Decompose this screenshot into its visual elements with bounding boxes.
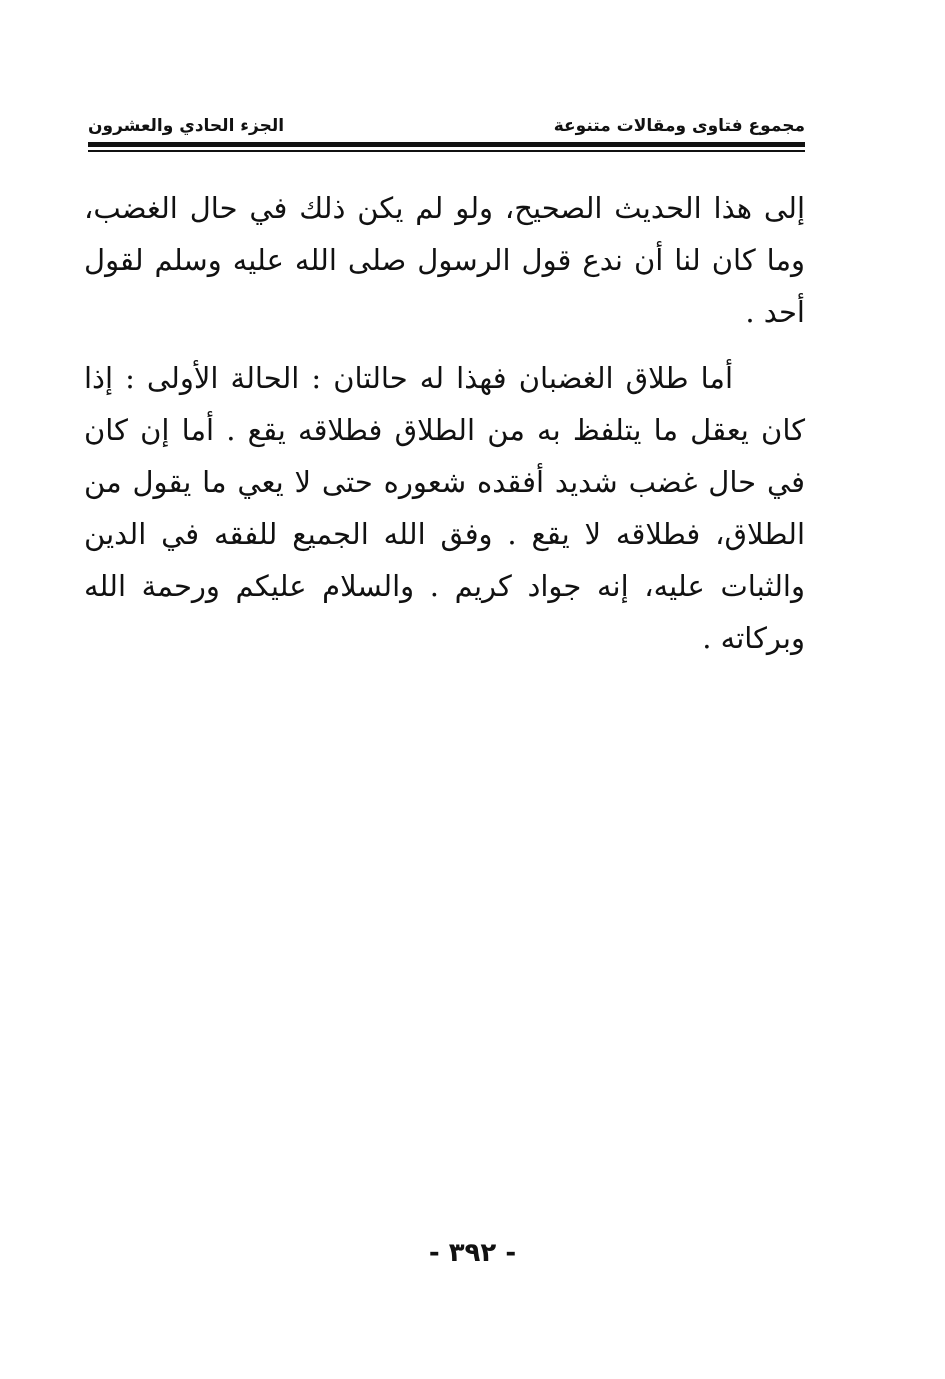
page-body [84, 182, 805, 664]
book-title: مجموع فتاوى ومقالات متنوعة [553, 116, 805, 136]
paragraph-2: أما طلاق الغضبان فهذا له حالتان : الحالة الأولى : إذا كان يعقل ما يتلفظ به من الطلاق فطلاقه يقع . أما إن كان في حال غضب شديد أفقده شعوره حتى لا يعي ما يقول من الطلاق، فطلاقه لا يقع . وفق الله الجميع للفقه في الدين والثبات عليه، إنه جواد كريم . والسلام عليكم ورحمة الله وبركاته . [84, 361, 805, 655]
paragraph-1: إلى هذا الحديث الصحيح، ولو لم يكن ذلك في حال الغضب، وما كان لنا أن ندع قول الرسول صلى الله عليه وسلم لقول أحد . [84, 191, 805, 329]
header-rule-thin [88, 150, 805, 152]
header-rule-thick [88, 142, 805, 147]
running-header [88, 104, 805, 136]
volume-label: الجزء الحادي والعشرون [88, 116, 285, 136]
page-number: - ٣٩٢ - [428, 1238, 517, 1268]
